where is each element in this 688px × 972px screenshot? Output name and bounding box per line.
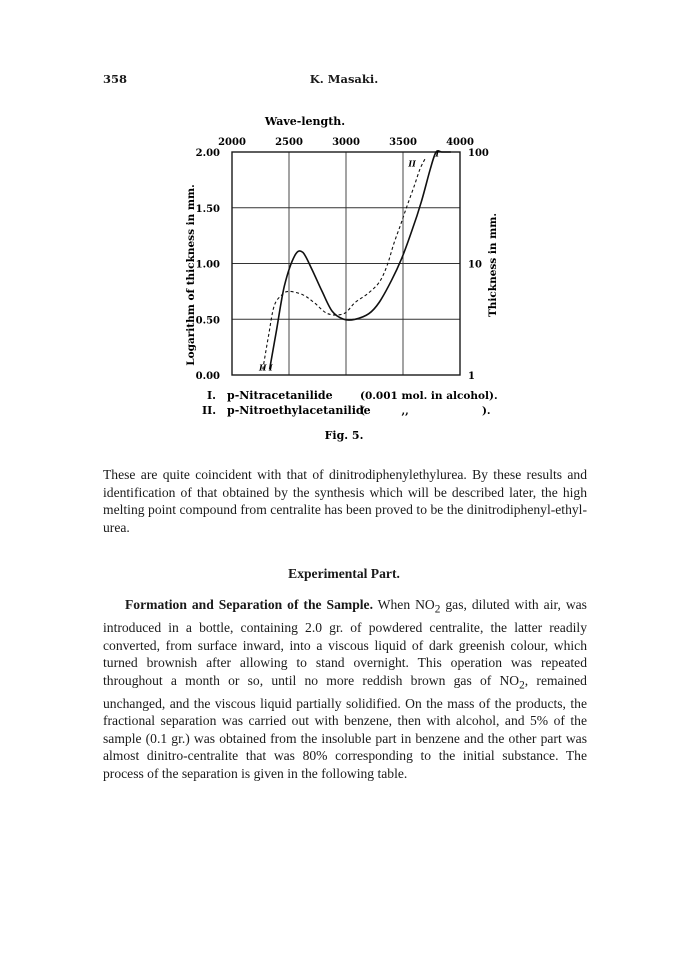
x-tick-label: 3500: [389, 137, 417, 148]
x-tick-label: 2000: [218, 137, 246, 148]
x-tick-labels: [218, 137, 474, 148]
y2-tick-labels: [468, 148, 489, 382]
y2-tick-label: 1: [468, 371, 475, 382]
curve-label: II: [408, 158, 416, 169]
page-number: 358: [103, 72, 128, 86]
y-tick-label: 2.00: [195, 148, 220, 159]
curve-label: II: [259, 362, 267, 373]
run-in-heading: Formation and Separation of the Sample.: [125, 597, 373, 612]
para2-text-1: When NO: [372, 597, 435, 612]
figure-5: [150, 105, 530, 450]
legend: [202, 389, 498, 417]
y2-tick-label: 100: [468, 148, 489, 159]
figure-caption: Fig. 5.: [324, 429, 364, 442]
running-head: K. Masaki.: [309, 72, 379, 86]
para2-text-2: gas, diluted with air, was introduced in a bottle, containing 2.0 gr. of powdered centralite, the latter readily converted, from surface inward, into a viscous liquid of dark greenish colour, which turned brownish after allowing to stand overnight. This operation was repeated throughout a month or so, until no more reddish brown gas of NO: [103, 597, 587, 688]
legend-name-1: p-Nitracetanilide: [227, 389, 333, 402]
legend-marker-2: II.: [202, 404, 217, 417]
curve-labels: [258, 148, 439, 372]
y-tick-label: 1.50: [195, 203, 220, 215]
curve-label: I: [268, 362, 273, 373]
series-lines: [263, 151, 451, 370]
x-tick-label: 3000: [332, 137, 360, 148]
x-tick-label: 4000: [446, 137, 474, 148]
y2-tick-label: 10: [468, 259, 482, 271]
curve-label: I: [435, 148, 440, 159]
y-tick-label: 0.00: [195, 371, 220, 382]
legend-note-2: ( ,, ).: [360, 405, 491, 417]
legend-note-1: (0.001 mol. in alcohol).: [360, 390, 498, 402]
chart-title-text: Wave-length.: [264, 115, 346, 128]
legend-name-2: p-Nitroethylacetanilide: [227, 404, 371, 417]
series-line-I: [270, 151, 451, 370]
chart-title: [264, 115, 345, 128]
y-tick-label: 1.00: [195, 259, 220, 271]
y-axis-label: Logarithm of thickness in mm.: [185, 184, 197, 366]
paragraph-2: [103, 596, 587, 782]
paragraph-1: These are quite coincident with that of dinitrodiphenylethylurea. By these results and identification of that obtained by the synthesis which will be described later, the high melting point compound from centralite has been proved to be the dinitrodiphenyl-ethyl-urea.: [103, 467, 587, 535]
y2-axis-label: Thickness in mm.: [487, 212, 499, 318]
y-tick-label: 0.50: [195, 315, 220, 327]
subscript-2a: 2: [434, 603, 441, 616]
subscript-2b: 2: [519, 679, 525, 692]
x-tick-label: 2500: [275, 137, 303, 148]
legend-marker-1: I.: [207, 389, 216, 402]
section-heading: Experimental Part.: [288, 566, 400, 581]
para2-text-3: , remained unchanged, and the viscous liquid partially solidified. On the mass of the products, the fractional separation was carried out with benzene, then with alcohol, and 5% of the sample (0.1 gr.) was obtained from the insoluble part in benzene and the other part was almost dinitro-centralite that was 80% corresponding to the initial substance. The process of the separation is given in the following table.: [103, 672, 587, 781]
y-tick-labels: [196, 148, 220, 382]
